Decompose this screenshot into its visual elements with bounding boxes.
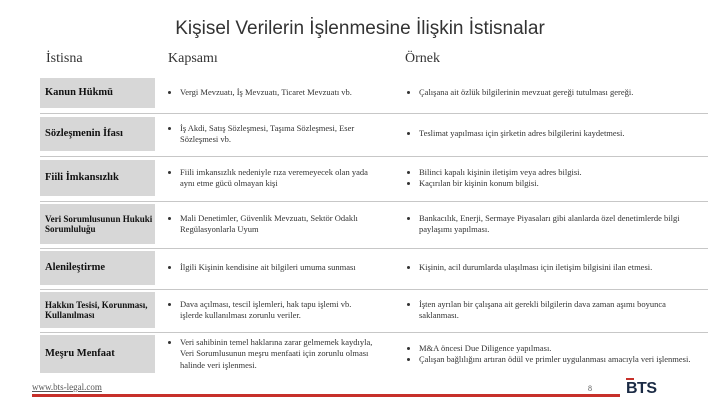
row-divider — [40, 113, 708, 114]
footer-accent-bar — [32, 394, 620, 397]
scope-cell — [168, 292, 373, 328]
table-row — [40, 160, 708, 196]
row-divider — [40, 332, 708, 333]
table-row — [40, 251, 708, 285]
bts-logo: BTS — [626, 380, 657, 397]
scope-cell — [168, 117, 373, 151]
example-cell — [407, 117, 707, 151]
scope-item: • Mali Denetimler, Güvenlik Mevzuatı, Sektör Odaklı Regülasyonlarla Uyum — [180, 213, 373, 235]
row-label: Kanun Hükmü — [40, 78, 155, 108]
row-label: Hakkın Tesisi, Korunması, Kullanılması — [40, 292, 155, 328]
row-divider — [40, 248, 708, 249]
row-label: Alenileştirme — [40, 251, 155, 285]
example-cell — [407, 251, 707, 285]
example-item: • Teslimat yapılması için şirketin adres bilgilerini kaydetmesi. — [419, 128, 624, 139]
scope-cell — [168, 78, 373, 108]
scope-item: • İlgili Kişinin kendisine ait bilgileri umuma sunması — [180, 262, 356, 273]
row-divider — [40, 201, 708, 202]
example-item: • İşten ayrılan bir çalışana ait gerekli bilgilerin dava zaman aşımı boyunca saklanması. — [419, 299, 707, 321]
page-number: 8 — [588, 384, 592, 393]
row-divider — [40, 289, 708, 290]
scope-cell — [168, 160, 373, 196]
scope-item: • Dava açılması, tescil işlemleri, hak tapu işlemi vb. işlerde kullanılması zorunlu veriler. — [180, 299, 373, 321]
example-cell — [407, 78, 707, 108]
example-item: • Bilinci kapalı kişinin iletişim veya adres bilgisi. — [419, 167, 582, 178]
scope-item: • Veri sahibinin temel haklarına zarar gelmemek kaydıyla, Veri Sorumlusunun meşru menfaati için zorunlu olması halinde veri işlenmesi. — [180, 337, 373, 370]
page-title: Kişisel Verilerin İşlenmesine İlişkin İstisnalar — [175, 18, 545, 39]
table-row — [40, 292, 708, 328]
table-row — [40, 117, 708, 151]
table-row — [40, 204, 708, 244]
scope-item: • İş Akdi, Satış Sözleşmesi, Taşıma Sözleşmesi, Eser Sözleşmesi vb. — [180, 123, 373, 145]
example-item: • Kaçırılan bir kişinin konum bilgisi. — [419, 178, 582, 189]
column-header-exception: İstisna — [46, 51, 83, 66]
column-header-scope: Kapsamı — [168, 51, 218, 66]
scope-cell — [168, 335, 373, 373]
scope-item: • Vergi Mevzuatı, İş Mevzuatı, Ticaret Mevzuatı vb. — [180, 87, 352, 98]
example-item: • M&A öncesi Due Diligence yapılması. — [419, 343, 690, 354]
row-label: Sözleşmenin İfası — [40, 117, 155, 151]
scope-cell — [168, 251, 373, 285]
scope-cell — [168, 204, 373, 244]
table-row — [40, 78, 708, 108]
example-cell — [407, 160, 707, 196]
row-divider — [40, 156, 708, 157]
example-item: • Çalışan bağlılığını artıran ödül ve primler uygulanması amacıyla veri işlenmesi. — [419, 354, 690, 365]
table-row — [40, 335, 708, 373]
column-header-example: Örnek — [405, 51, 440, 66]
row-label: Fiili İmkansızlık — [40, 160, 155, 196]
example-cell — [407, 204, 707, 244]
example-item: • Kişinin, acil durumlarda ulaşılması için iletişim bilgisini ilan etmesi. — [419, 262, 652, 273]
scope-item: • Fiili imkansızlık nedeniyle rıza veremeyecek olan yada aynı etme gücü olmayan kişi — [180, 167, 373, 189]
website-link[interactable]: www.bts-legal.com — [32, 382, 102, 392]
row-label: Meşru Menfaat — [40, 335, 155, 373]
example-cell — [407, 292, 707, 328]
row-label: Veri Sorumlusunun Hukuki Sorumluluğu — [40, 204, 155, 244]
example-item: • Çalışana ait özlük bilgilerinin mevzuat gereği tutulması gereği. — [419, 87, 633, 98]
example-item: • Bankacılık, Enerji, Sermaye Piyasaları gibi alanlarda özel denetimlerde bilgi paylaşımı yapılması. — [419, 213, 707, 235]
example-cell — [407, 335, 707, 373]
